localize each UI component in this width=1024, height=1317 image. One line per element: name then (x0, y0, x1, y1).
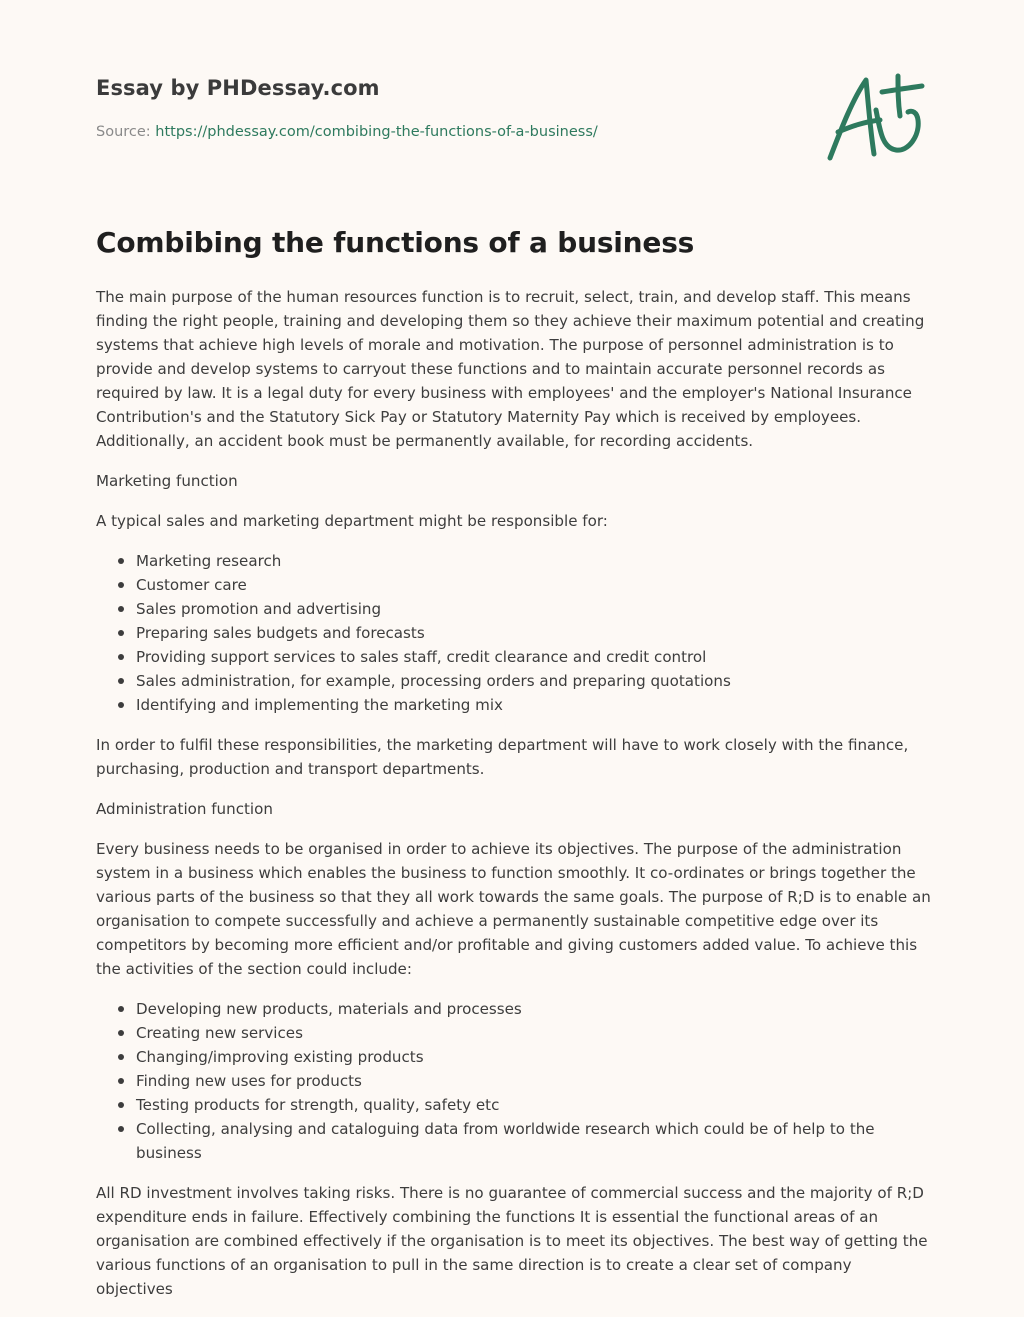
source-link[interactable]: https://phdessay.com/combibing-the-functions-of-a-business/ (155, 124, 598, 140)
list-item: Marketing research (136, 549, 932, 573)
list-item: Developing new products, materials and processes (136, 997, 932, 1021)
a-plus-logo-icon (824, 70, 926, 164)
rd-activities-list (96, 997, 932, 1165)
list-item: Providing support services to sales staff, credit clearance and credit control (136, 645, 932, 669)
marketing-list (96, 549, 932, 717)
paragraph-marketing-after: In order to fulfil these responsibilities, the marketing department will have to work closely with the finance, purchasing, production and transport departments. (96, 736, 909, 778)
essay-body (96, 285, 932, 1317)
paragraph-intro: The main purpose of the human resources function is to recruit, select, train, and develop staff. This means finding the right people, training and developing them so they achieve their maximum potential and creating systems that achieve high levels of morale and motivation. The purpose of personnel administration is to provide and develop systems to carryout these functions and to maintain accurate personnel records as required by law. It is a legal duty for every business with employees' and the employer's National Insurance Contribution's and the Statutory Sick Pay or Statutory Maternity Pay which is received by employees. Additionally, an accident book must be permanently available, for recording accidents. (96, 288, 925, 450)
list-item: Sales promotion and advertising (136, 597, 932, 621)
list-item: Customer care (136, 573, 932, 597)
list-item: Identifying and implementing the marketing mix (136, 693, 932, 717)
paragraph-marketing-intro: A typical sales and marketing department might be responsible for: (96, 512, 608, 530)
paragraph-final: All RD investment involves taking risks. There is no guarantee of commercial success and the majority of R;D expenditure ends in failure. Effectively combining the functions It is essential the functional areas of an organisation are combined effectively if the organisation is to meet its objectives. The best way of getting the various functions of an organisation to pull in the same direction is to create a clear set of company objectives (96, 1184, 928, 1298)
list-item: Changing/improving existing products (136, 1045, 932, 1069)
list-item: Testing products for strength, quality, safety etc (136, 1093, 932, 1117)
list-item: Collecting, analysing and cataloguing data from worldwide research which could be of help to the business (136, 1117, 932, 1165)
source-label: Source: (96, 124, 156, 140)
list-item: Sales administration, for example, processing orders and preparing quotations (136, 669, 932, 693)
list-item: Creating new services (136, 1021, 932, 1045)
section-heading-marketing: Marketing function (96, 472, 238, 490)
paragraph-administration: Every business needs to be organised in order to achieve its objectives. The purpose of the administration system in a business which enables the business to function smoothly. It co-ordinates or brings together the various parts of the business so that they all work towards the same goals. The purpose of R;D is to enable an organisation to compete successfully and achieve a permanently sustainable competitive edge over its competitors by becoming more efficient and/or profitable and giving customers added value. To achieve this the activities of the section could include: (96, 840, 931, 978)
list-item: Finding new uses for products (136, 1069, 932, 1093)
list-item: Preparing sales budgets and forecasts (136, 621, 932, 645)
brand-title: Essay by PHDessay.com (96, 76, 380, 100)
section-heading-administration: Administration function (96, 800, 273, 818)
essay-title: Combibing the functions of a business (96, 226, 695, 259)
source-line (96, 124, 598, 140)
